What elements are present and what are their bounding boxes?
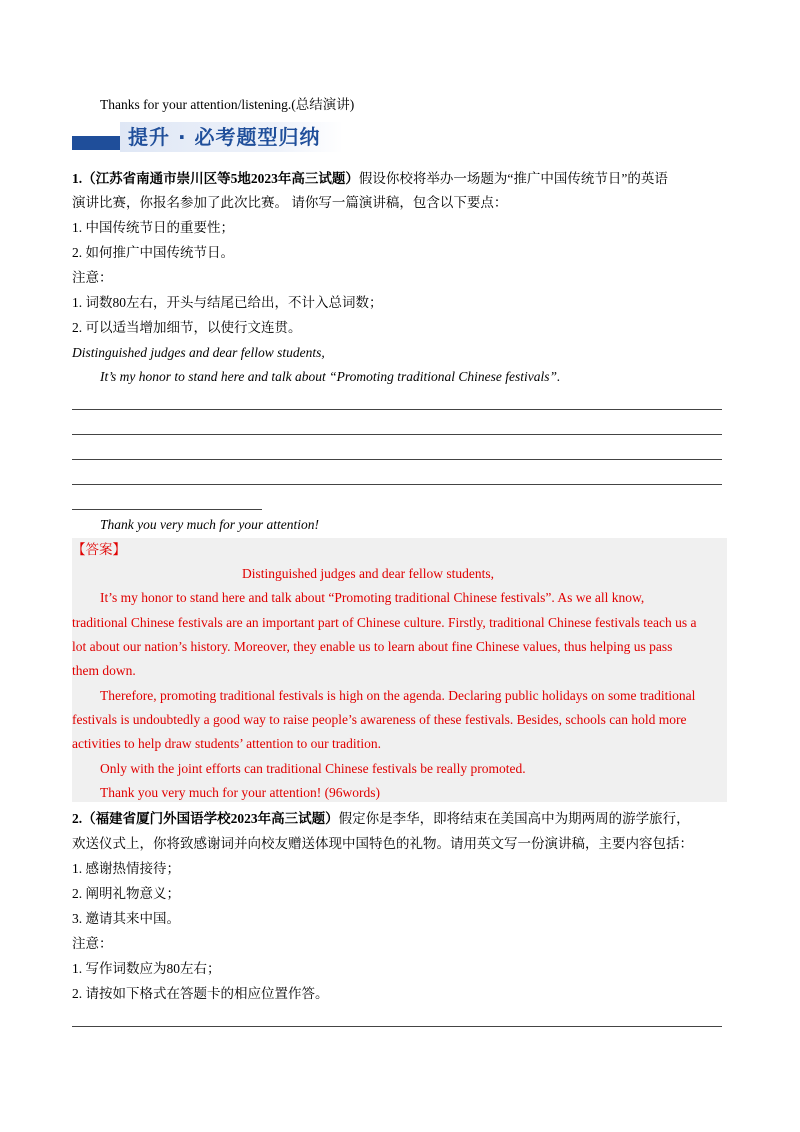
section-banner-title: 提升 · 必考题型归纳 — [120, 122, 343, 152]
q2-point-3: 3. 邀请其来中国。 — [72, 911, 180, 926]
q1-point-2: 2. 如何推广中国传统节日。 — [72, 245, 234, 260]
q2-stem-text: 假定你是李华，即将结束在美国高中为期两周的游学旅行， — [338, 811, 690, 826]
q1-stem-line2: 演讲比赛，你报名参加了此次比赛。 请你写一篇演讲稿，包含以下要点： — [72, 195, 508, 210]
q1-note-1: 1. 词数80左右，开头与结尾已给出，不计入总词数； — [72, 295, 383, 310]
answer-line: Thank you very much for your attention! (96words) — [100, 785, 381, 800]
q2-point-2: 2. 阐明礼物意义； — [72, 886, 180, 901]
q1-stem-text: 假设你校将举办一场题为“推广中国传统节日”的英语 — [358, 171, 668, 186]
answer-line: lot about our nation’s history. Moreover, they enable us to learn about fine Chinese values, thus helping us pass — [72, 639, 673, 654]
answer-line: Distinguished judges and dear fellow students, — [242, 566, 494, 581]
q1-number: 1. — [72, 171, 83, 186]
q2-point-1: 1. 感谢热情接待； — [72, 861, 180, 876]
q1-opening: It’s my honor to stand here and talk about “Promoting traditional Chinese festivals”. — [100, 369, 561, 384]
answer-line-5 — [72, 509, 262, 510]
q1-point-1: 1. 中国传统节日的重要性； — [72, 220, 234, 235]
q1-note-2: 2. 可以适当增加细节，以使行文连贯。 — [72, 320, 302, 335]
q2-note-2: 2. 请按如下格式在答题卡的相应位置作答。 — [72, 986, 329, 1001]
q2-source: （福建省厦门外国语学校2023年高三试题） — [82, 811, 339, 826]
q1-source: （江苏省南通市崇川区等5地2023年高三试题） — [82, 171, 359, 186]
answer-line-4 — [72, 484, 722, 485]
answer-line-3 — [72, 459, 722, 460]
answer-line: activities to help draw students’ attention to our tradition. — [72, 736, 382, 751]
banner-bar — [72, 136, 122, 150]
q2-number: 2. — [72, 811, 83, 826]
q2-answer-line-1 — [72, 1026, 722, 1027]
answer-line-2 — [72, 434, 722, 435]
q1-closing: Thank you very much for your attention! — [100, 517, 319, 532]
q1-note-label: 注意： — [72, 270, 113, 285]
answer-line-1 — [72, 409, 722, 410]
section-banner — [72, 120, 372, 154]
top-line: Thanks for your attention/listening.(总结演讲) — [100, 97, 355, 112]
q2-note-label: 注意： — [72, 936, 113, 951]
q1-stem-line1 — [72, 170, 668, 188]
answer-label: 【答案】 — [72, 542, 126, 557]
q2-stem-line2: 欢送仪式上，你将致感谢词并向校友赠送体现中国特色的礼物。请用英文写一份演讲稿，主要内容包括： — [72, 836, 693, 851]
answer-line: Therefore, promoting traditional festivals is high on the agenda. Declaring public holidays on some traditional — [100, 688, 696, 703]
q2-note-1: 1. 写作词数应为80左右； — [72, 961, 221, 976]
answer-line: Only with the joint efforts can traditional Chinese festivals be really promoted. — [100, 761, 526, 776]
q2-stem-line1 — [72, 810, 690, 828]
answer-line: traditional Chinese festivals are an important part of Chinese culture. Firstly, traditional Chinese festivals teach us a — [72, 615, 697, 630]
answer-line: It’s my honor to stand here and talk about “Promoting traditional Chinese festivals”. As we all know, — [100, 590, 645, 605]
q1-greeting: Distinguished judges and dear fellow students, — [72, 345, 325, 360]
answer-line: them down. — [72, 663, 136, 678]
answer-line: festivals is undoubtedly a good way to raise people’s awareness of these festivals. Besides, schools can hold more — [72, 712, 687, 727]
